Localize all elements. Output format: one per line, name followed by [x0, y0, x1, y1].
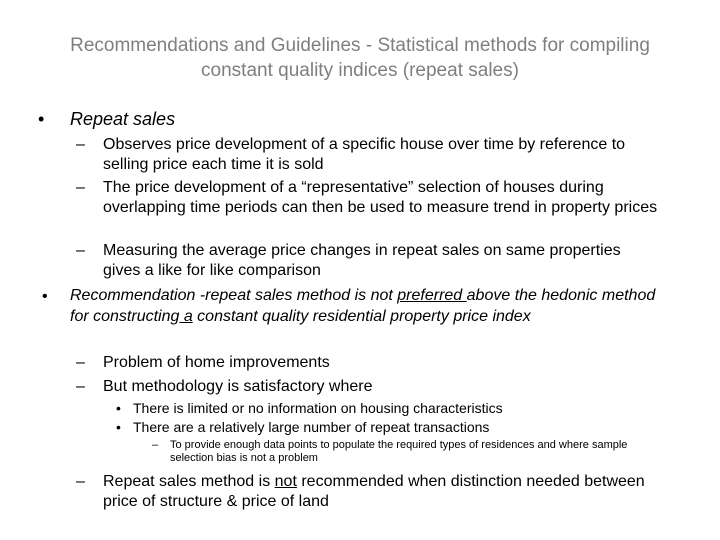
sub-sub-item: There is limited or no information on housing characteristics — [133, 400, 503, 416]
dash-marker: – — [76, 242, 85, 259]
dash-marker: – — [76, 136, 85, 153]
dash-marker: – — [76, 473, 85, 490]
sub-item: The price development of a “representative” selection of houses during overlapping time periods can then be used to measure trend in property prices — [103, 179, 658, 216]
bullet-marker: • — [116, 419, 121, 435]
bullet-marker: • — [42, 288, 48, 305]
bullet-marker: • — [116, 400, 121, 416]
dash-marker: – — [152, 439, 159, 451]
bullet-recommendation: Recommendation -repeat sales method is not preferred above the hedonic method for constructing a constant quality residential property price index — [70, 287, 656, 325]
sub-item: Measuring the average price changes in repeat sales on same properties gives a like for like comparison — [103, 242, 621, 279]
bullet-marker: • — [38, 109, 45, 129]
dash-marker: – — [76, 179, 85, 196]
sub-sub-item: There are a relatively large number of repeat transactions — [133, 419, 490, 435]
slide-title: Recommendations and Guidelines - Statistical methods for compiling constant quality indices (repeat sales) — [70, 35, 650, 81]
dash-marker: – — [76, 378, 85, 395]
dash-marker: – — [76, 354, 85, 371]
sub-item: Observes price development of a specific house over time by reference to selling price each time it is sold — [103, 136, 626, 173]
sub-item-last: Repeat sales method is not recommended when distinction needed between price of structure & price of land — [103, 473, 645, 510]
bullet-heading-repeat-sales: Repeat sales — [70, 109, 176, 129]
sub-item: But methodology is satisfactory where — [103, 378, 373, 395]
sub-item: Problem of home improvements — [103, 354, 330, 371]
deep-sub-item: To provide enough data points to populate the required types of residences and where sample selection bias is not a problem — [170, 439, 628, 464]
